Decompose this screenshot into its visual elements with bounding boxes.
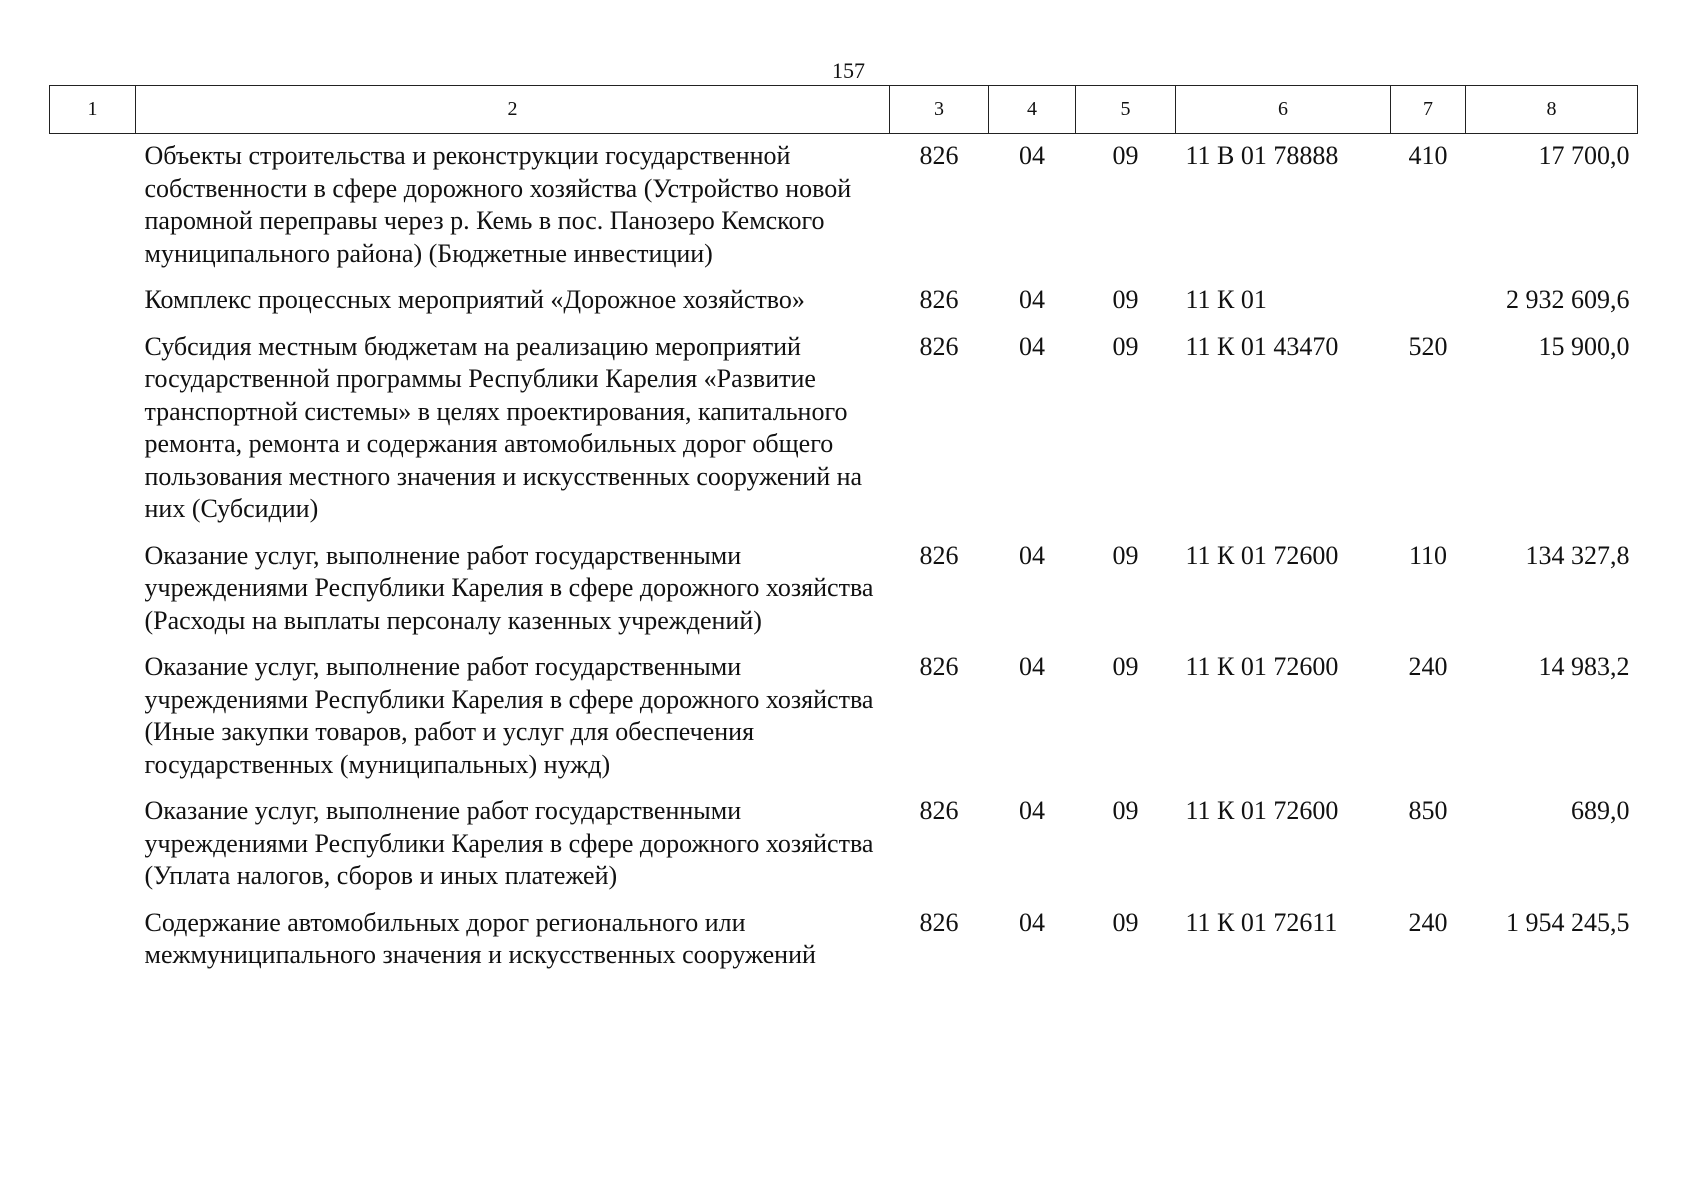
header-col-7: 7 [1391,86,1466,134]
expense-type-code: 520 [1408,331,1448,361]
table-row [50,793,1638,905]
target-article-code: 11 К 01 72600 [1185,540,1339,570]
section-code: 04 [1019,285,1045,314]
expense-type-code: 240 [1408,652,1448,681]
table-row [50,282,1638,329]
amount: 14 983,2 [1538,652,1630,681]
cell-col-1 [50,282,136,329]
amount: 17 700,0 [1538,141,1630,170]
subsection-code: 09 [1112,540,1139,570]
target-article-code: 11 К 01 72600 [1185,796,1339,825]
ministry-code: 826 [919,796,959,825]
target-article-code: 11 В 01 78888 [1185,141,1339,170]
header-col-2: 2 [136,86,890,134]
header-col-5: 5 [1076,86,1176,134]
cell-col-1 [50,134,136,283]
item-name: Оказание услуг, выполнение работ государственными учреждениями Республики Карелия в сфере дорожного хозяйства (Расходы на выплаты персоналу казенных учреждений) [144,540,874,635]
ministry-code: 826 [919,907,959,937]
header-col-1: 1 [50,86,136,134]
amount: 2 932 609,6 [1506,285,1630,314]
table-row [50,649,1638,793]
target-article-code: 11 К 01 72611 [1185,907,1338,937]
expense-type-code: 850 [1408,796,1448,825]
subsection-code: 09 [1112,796,1139,825]
section-code: 04 [1019,141,1045,170]
expense-type-code: 240 [1408,907,1448,937]
amount: 134 327,8 [1525,540,1630,570]
table-row [50,905,1638,984]
target-article-code: 11 К 01 72600 [1185,652,1339,681]
table-header-row [50,86,1638,134]
table-row [50,134,1638,283]
section-code: 04 [1019,331,1045,361]
amount: 15 900,0 [1538,331,1630,361]
header-col-4: 4 [989,86,1076,134]
item-name: Комплекс процессных мероприятий «Дорожное хозяйство» [144,285,805,314]
ministry-code: 826 [919,285,959,314]
header-col-8: 8 [1466,86,1638,134]
expense-type-code [1391,282,1466,329]
item-name: Содержание автомобильных дорог регионального или межмуниципального значения и искусственных сооружений [144,907,816,969]
table-row [50,538,1638,650]
amount: 689,0 [1571,796,1630,825]
item-name: Оказание услуг, выполнение работ государственными учреждениями Республики Карелия в сфере дорожного хозяйства (Иные закупки товаров, работ и услуг для обеспечения государственных (муниципальных) нужд) [144,652,874,779]
cell-col-1 [50,329,136,538]
subsection-code: 09 [1112,907,1139,937]
subsection-code: 09 [1112,141,1139,170]
cell-col-1 [50,649,136,793]
cell-col-1 [50,905,136,984]
expense-type-code: 410 [1408,141,1448,170]
section-code: 04 [1019,540,1045,570]
cell-col-1 [50,538,136,650]
section-code: 04 [1019,652,1045,681]
header-col-6: 6 [1176,86,1391,134]
cell-col-1 [50,793,136,905]
budget-table [49,85,1638,984]
target-article-code: 11 К 01 43470 [1185,331,1339,361]
item-name: Объекты строительства и реконструкции государственной собственности в сфере дорожного хозяйства (Устройство новой паромной переправы через р. Кемь в пос. Панозеро Кемского муниципального района) (Бюджетные инвестиции) [144,141,852,268]
subsection-code: 09 [1112,285,1139,314]
section-code: 04 [1019,796,1045,825]
amount: 1 954 245,5 [1506,907,1630,937]
ministry-code: 826 [919,331,959,361]
subsection-code: 09 [1112,331,1139,361]
ministry-code: 826 [919,141,959,170]
page-number: 157 [832,58,865,83]
ministry-code: 826 [919,652,959,681]
target-article-code: 11 К 01 [1185,285,1267,314]
section-code: 04 [1019,907,1045,937]
item-name: Оказание услуг, выполнение работ государственными учреждениями Республики Карелия в сфере дорожного хозяйства (Уплата налогов, сборов и иных платежей) [144,796,874,890]
item-name: Субсидия местным бюджетам на реализацию мероприятий государственной программы Республики Карелия «Развитие транспортной системы» в целях проектирования, капитального ремонта, ремонта и содержания автомобильных дорог общего пользования местного значения и искусственных сооружений на них (Субсидии) [144,331,863,523]
header-col-3: 3 [890,86,989,134]
subsection-code: 09 [1112,652,1139,681]
table-row [50,329,1638,538]
ministry-code: 826 [919,540,959,570]
expense-type-code: 110 [1408,540,1448,570]
